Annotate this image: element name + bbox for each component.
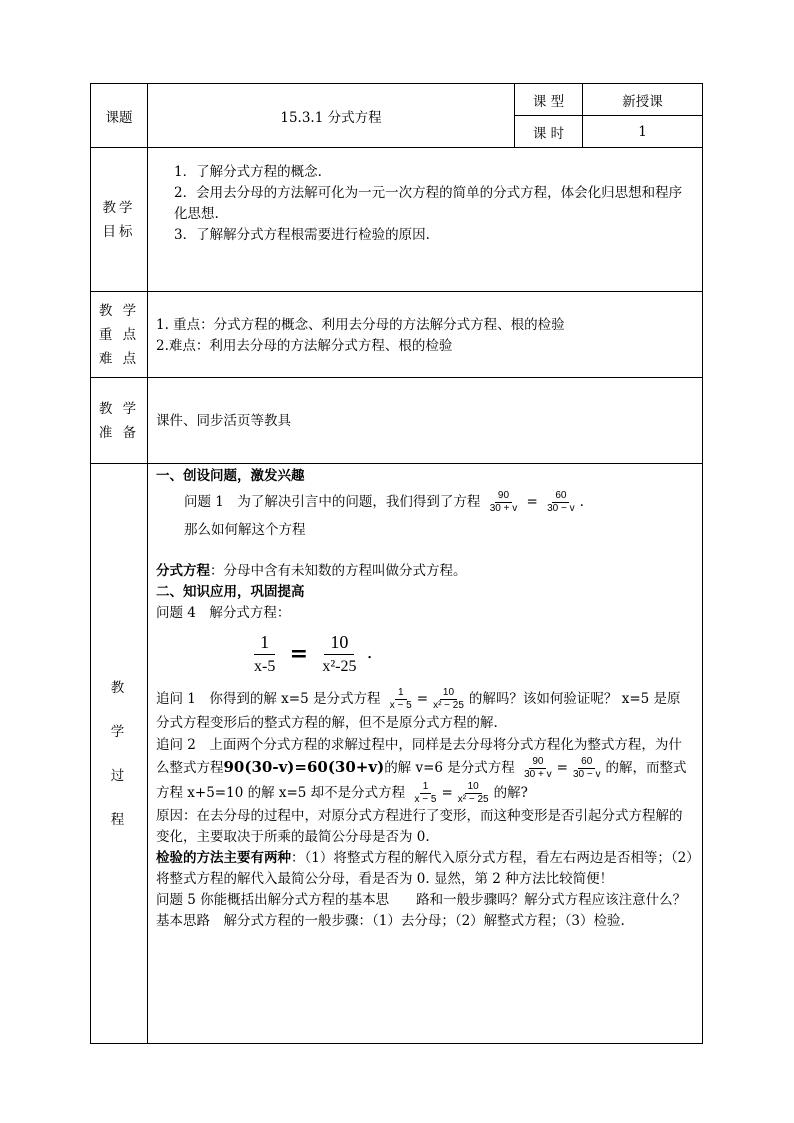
check-methods-text: ：（1）将整式方程的解代入原分式方程，看左右两边是否相等；（2）将整式方程的解代入最简公分母，看是否为 0. 显然，第 2 种方法比较简便！	[156, 850, 693, 887]
question-4-equation	[156, 630, 694, 679]
key-points-label-line-3: 难 点	[98, 350, 140, 367]
follow-up-2-text-b: 的解 v=6 是分式方程	[384, 760, 515, 776]
fraction-numerator: 1	[395, 687, 407, 700]
lesson-plan	[90, 83, 702, 1044]
key-points-label-line-2: 重 点	[98, 326, 140, 343]
process-label-line-3: 过	[110, 767, 128, 784]
fraction-numerator: 90	[495, 490, 512, 503]
objective-item: 2．会用去分母的方法解可化为一元一次方程的简单的分式方程，体会化归思想和程序化思想.	[174, 185, 683, 222]
fraction	[570, 756, 604, 781]
fraction	[316, 630, 362, 679]
fraction-denominator: x-5	[254, 658, 276, 675]
fraction	[455, 781, 492, 806]
process-row	[91, 464, 703, 1044]
process-label	[91, 464, 148, 1044]
fraction-denominator: x² − 25	[457, 794, 489, 805]
check-methods	[156, 848, 694, 890]
fraction-denominator: x − 5	[389, 700, 412, 711]
objectives-content	[148, 148, 703, 292]
fraction-denominator: x²-25	[322, 658, 357, 675]
key-points-content	[148, 292, 703, 378]
check-methods-term: 检验的方法主要有两种	[156, 850, 291, 866]
integer-equation: 90(30-v)=60(30+v)	[223, 758, 385, 776]
question-5: 问题 5 你能概括出解分式方程的基本思 路和一般步骤吗？解分式方程应该注意什么？	[156, 892, 687, 908]
key-points-row	[91, 292, 703, 378]
question-4: 问题 4 解分式方程：	[156, 605, 291, 621]
period: .	[366, 642, 373, 663]
fraction	[521, 756, 555, 781]
spacer	[156, 543, 694, 561]
fraction-denominator: x − 5	[414, 794, 437, 805]
fraction	[248, 630, 281, 679]
objective-item: 1．了解分式方程的概念.	[174, 164, 322, 180]
section-2-title: 二、知识应用，巩固提高	[156, 584, 305, 600]
fraction	[487, 490, 521, 515]
topic-value: 15.3.1 分式方程	[148, 84, 515, 148]
question-1-follow: 那么如何解这个方程	[184, 522, 306, 538]
definition	[156, 561, 694, 582]
equals-sign: =	[526, 494, 538, 510]
objectives-label-line-2: 目标	[102, 223, 136, 240]
fraction	[544, 490, 578, 515]
objectives-label-line-1: 教学	[102, 199, 136, 216]
preparation-row	[91, 378, 703, 464]
preparation-content	[148, 378, 703, 464]
fraction-denominator: 30 + v	[489, 503, 518, 514]
follow-up-1: 追问 1 你得到的解 x=5 是分式方程 $\frac{1}{x - 5}$ = $\frac{10}{\text{x² − 25}}$ 的解吗？该如何验证呢？ x=5 是原分式方程变形后的整式方程的解，但不是原分式方程的解.	[156, 687, 681, 731]
fraction-numerator: 10	[465, 781, 482, 794]
objectives-label	[91, 148, 148, 292]
follow-up-2-text-a: 追问 2 上面两个分式方程的求解过程中，同样是去分母将分式方程化为整式方程，为什么整式方程	[156, 737, 682, 776]
lesson-type-value: 新授课	[583, 84, 703, 116]
preparation-label	[91, 378, 148, 464]
lesson-type-label: 课 型	[515, 84, 583, 116]
key-point-item: 1. 重点：分式方程的概念、利用去分母的方法解分式方程、根的检验	[156, 316, 565, 333]
equals-sign: =	[289, 641, 309, 667]
process-content	[148, 464, 703, 1044]
fraction	[411, 781, 439, 806]
fraction-numerator: 60	[552, 490, 569, 503]
fraction	[387, 687, 415, 712]
fraction-denominator: 30 − v	[547, 503, 575, 514]
process-label-line-1: 教	[110, 679, 128, 696]
header-row-1	[91, 84, 703, 116]
follow-up-1-text-b: 的解吗？该如何验证呢？ x=5 是原分式方程变形后的整式方程的解，但不是原分式方程的解.	[156, 691, 681, 731]
preparation-label-line-1: 教 学	[98, 400, 140, 417]
question-1	[156, 487, 694, 517]
section-1-title: 一、创设问题，激发兴趣	[156, 468, 305, 484]
follow-up-2: 追问 2 上面两个分式方程的求解过程中，同样是去分母将分式方程化为整式方程，为什么整式方程90(30-v)=60(30+v)的解 v=6 是分式方程 $\frac{90}{30 + v}$ = $\frac{60}{30 - v}$ 的解，而整式方程 x+5=10 的解 x=5 却不是分式方程 $\frac{1}{x - 5}$ = $\frac{10}{\text{x² − 25}}$ 的解?	[156, 737, 687, 805]
follow-up-2-text-c: 的解，而整式方程 x+5=10 的解 x=5 却不是分式方程	[156, 760, 687, 801]
class-hours-label: 课 时	[515, 116, 583, 148]
key-points-label-line-1: 教 学	[98, 302, 140, 319]
lesson-plan-table	[90, 83, 703, 1044]
objective-item: 3．了解解分式方程根需要进行检验的原因.	[174, 227, 430, 243]
reason: 原因：在去分母的过程中，对原分式方程进行了变形，而这种变形是否引起分式方程解的变化，主要取决于所乘的最简公分母是否为 0.	[156, 808, 683, 845]
fraction-numerator: 90	[529, 756, 546, 769]
fraction-numerator: 1	[420, 781, 432, 794]
fraction	[430, 687, 467, 712]
fraction-denominator: 30 − v	[572, 769, 601, 780]
fraction-denominator: 30 + v	[524, 769, 552, 780]
class-hours-value: 1	[583, 116, 703, 148]
period: .	[579, 494, 584, 510]
fraction-denominator: x² − 25	[433, 700, 464, 711]
fraction-numerator: 10	[440, 687, 457, 700]
fraction-numerator: 10	[324, 630, 354, 655]
fraction-numerator: 60	[578, 756, 595, 769]
topic-label: 课题	[91, 84, 148, 148]
definition-term: 分式方程	[156, 563, 210, 579]
preparation-text: 课件、同步活页等教具	[156, 413, 291, 429]
key-point-item: 2.难点：利用去分母的方法解分式方程、根的检验	[156, 337, 453, 354]
follow-up-2-text-d: 的解?	[493, 785, 528, 801]
question-1-text: 问题 1 为了解决引言中的问题，我们得到了方程	[184, 494, 481, 510]
definition-text: ：分母中含有未知数的方程叫做分式方程。	[210, 563, 467, 579]
follow-up-1-text-a: 追问 1 你得到的解 x=5 是分式方程	[156, 691, 381, 707]
process-label-line-2: 学	[110, 723, 128, 740]
fraction-numerator: 1	[254, 630, 275, 655]
preparation-label-line-2: 准 备	[98, 424, 140, 441]
process-label-line-4: 程	[110, 811, 128, 828]
key-points-label	[91, 292, 148, 378]
objectives-row	[91, 148, 703, 292]
solution-steps: 基本思路 解分式方程的一般步骤：（1）去分母；（2）解整式方程；（3）检验.	[156, 913, 625, 929]
